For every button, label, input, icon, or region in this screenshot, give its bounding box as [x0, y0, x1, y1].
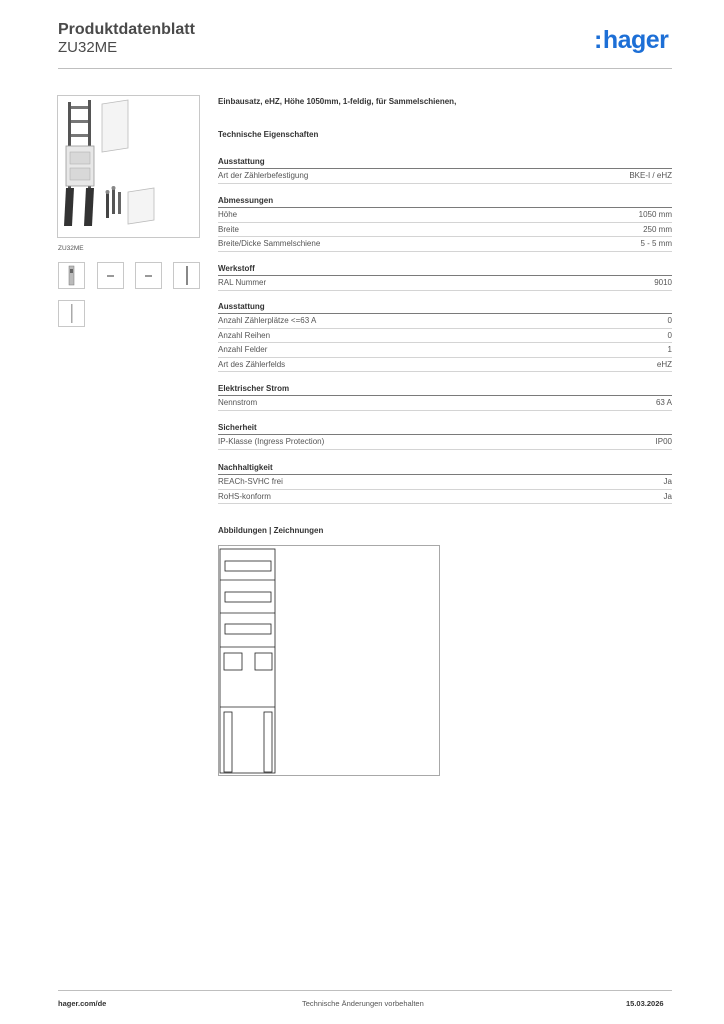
- table-row: [218, 475, 672, 490]
- row-label: Höhe: [218, 210, 238, 219]
- section-ausstattung: [218, 156, 672, 184]
- row-label: RAL Nummer: [218, 278, 267, 287]
- section-title: Nachhaltigkeit: [218, 462, 672, 475]
- row-value: 1050 mm: [638, 210, 672, 219]
- thumbnail-cover-icon: [136, 263, 161, 288]
- row-value: Ja: [663, 477, 672, 486]
- section-title: Abmessungen: [218, 195, 672, 208]
- logo-text: hager: [602, 26, 669, 54]
- row-value: 5 - 5 mm: [640, 239, 672, 248]
- product-photo-icon: [58, 96, 199, 237]
- footer-divider: [58, 990, 672, 991]
- product-description: Einbausatz, eHZ, Höhe 1050mm, 1-feldig, für Sammelschienen,: [218, 97, 457, 106]
- row-label: Art der Zählerbefestigung: [218, 171, 309, 180]
- table-row: [218, 223, 672, 238]
- thumbnail-2[interactable]: [97, 262, 124, 289]
- table-row: [218, 435, 672, 450]
- row-label: RoHS-konform: [218, 491, 271, 501]
- row-label: IP-Klasse (Ingress Protection): [218, 437, 325, 446]
- table-row: [218, 169, 672, 184]
- header-divider: [58, 68, 672, 69]
- row-value: 9010: [654, 278, 672, 287]
- product-image-caption: ZU32ME: [58, 245, 84, 252]
- row-value: 250 mm: [643, 224, 672, 234]
- row-value: Ja: [663, 491, 672, 501]
- row-label: Anzahl Felder: [218, 345, 268, 354]
- row-value: eHZ: [656, 359, 672, 369]
- section-title: Elektrischer Strom: [218, 383, 672, 396]
- thumbnail-cover-icon: [98, 263, 123, 288]
- thumbnail-5[interactable]: [58, 300, 85, 327]
- row-label: Anzahl Zählerplätze <=63 A: [218, 316, 317, 325]
- table-row: [218, 358, 672, 373]
- section-sicherheit: [218, 422, 672, 450]
- table-row: [218, 329, 672, 344]
- thumbnail-1[interactable]: [58, 262, 85, 289]
- page-title: Produktdatenblatt: [58, 21, 195, 38]
- product-image[interactable]: [57, 95, 200, 238]
- product-code: ZU32ME: [58, 39, 118, 56]
- section-abmessungen: [218, 195, 672, 252]
- section-werkstoff: [218, 263, 672, 291]
- row-label: Breite: [218, 224, 239, 234]
- table-row: [218, 237, 672, 252]
- table-row: [218, 343, 672, 358]
- technical-drawing[interactable]: [218, 545, 440, 776]
- section-title: Ausstattung: [218, 301, 672, 314]
- row-value: 1: [667, 345, 672, 354]
- row-value: 0: [667, 330, 672, 340]
- row-label: REACh-SVHC frei: [218, 477, 283, 486]
- hager-logo[interactable]: :hager: [594, 26, 669, 54]
- row-value: 63 A: [655, 398, 672, 407]
- section-title: Ausstattung: [218, 156, 672, 169]
- section-title: Sicherheit: [218, 422, 672, 435]
- footer-date: 15.03.2026: [626, 999, 664, 1008]
- technical-drawing-icon: [219, 546, 439, 775]
- table-row: [218, 208, 672, 223]
- table-row: [218, 490, 672, 505]
- thumbnail-rail-icon: [174, 263, 199, 288]
- footer-website-link[interactable]: hager.com/de: [58, 999, 107, 1008]
- section-elektrischer-strom: [218, 383, 672, 411]
- row-label: Breite/Dicke Sammelschiene: [218, 239, 321, 248]
- section-ausstattung-2: [218, 301, 672, 372]
- row-label: Art des Zählerfelds: [218, 359, 286, 369]
- thumbnail-3[interactable]: [135, 262, 162, 289]
- section-title: Werkstoff: [218, 263, 672, 276]
- row-label: Nennstrom: [218, 398, 258, 407]
- row-label: Anzahl Reihen: [218, 330, 271, 340]
- footer-note: Technische Änderungen vorbehalten: [302, 999, 424, 1008]
- thumbnail-4[interactable]: [173, 262, 200, 289]
- table-row: [218, 276, 672, 291]
- row-value: BKE-I / eHZ: [629, 171, 672, 180]
- row-value: IP00: [655, 437, 672, 446]
- thumbnail-frame-icon: [59, 263, 84, 288]
- drawings-heading: Abbildungen | Zeichnungen: [218, 526, 324, 535]
- table-row: [218, 396, 672, 411]
- row-value: 0: [667, 316, 672, 325]
- properties-heading: Technische Eigenschaften: [218, 130, 319, 139]
- thumbnail-rail-icon: [59, 301, 84, 326]
- table-row: [218, 314, 672, 329]
- section-nachhaltigkeit: [218, 462, 672, 504]
